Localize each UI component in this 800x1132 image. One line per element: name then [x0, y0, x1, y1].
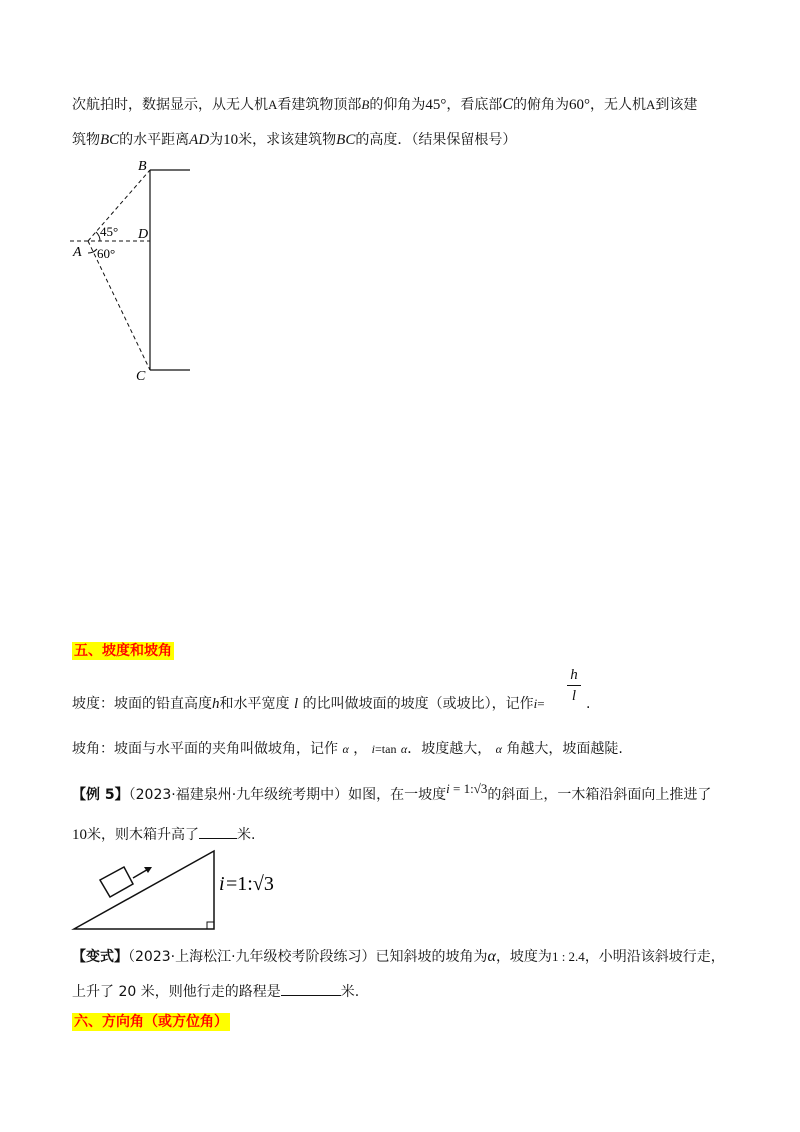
text-run: 和水平宽度 [219, 696, 290, 712]
angle-definition [72, 740, 623, 758]
ratio-i: i [446, 781, 450, 796]
text-run: 上升了 20 米，则他行走的路程是 [72, 984, 281, 1000]
text-run: 的比叫做坡面的坡度（或坡比），记作 [302, 696, 534, 712]
text-run: 米，求该建筑物 [238, 132, 337, 148]
text-run: 坡角：坡面与水平面的夹角叫做坡角，记作 [72, 741, 338, 757]
figure-ratio-value: =1:√3 [226, 873, 274, 895]
distance-value: 10 [72, 827, 87, 843]
point-b-label: B [361, 97, 370, 112]
point-c-label: C [502, 96, 514, 113]
section-5-heading [72, 640, 174, 660]
variant-line-2 [72, 983, 359, 1001]
figure-ratio-i: i [219, 873, 225, 895]
text-run: 的仰角为 [369, 97, 426, 113]
building-angle-figure [0, 0, 800, 400]
segment-bc: BC [100, 132, 120, 148]
section-6-title: 六、方向角（或方位角） [74, 1014, 228, 1030]
angle-45-value: 45° [425, 97, 447, 113]
section-6-heading [72, 1011, 230, 1031]
text-run: 角越大，坡面越陡. [506, 741, 623, 757]
tan-text: =tan [375, 742, 397, 756]
text-run: （2023·上海松江·九年级校考阶段练习）已知斜坡的坡角为 [128, 949, 488, 965]
text-run: 次航拍时，数据显示，从无人机 [72, 97, 268, 113]
text-run: 坡度：坡面的铅直高度 [72, 696, 212, 712]
text-run: （2023·福建泉州·九年级统考期中）如图，在一坡度 [128, 787, 447, 803]
segment-bc: BC [336, 132, 356, 148]
text-run: 为 [209, 132, 224, 148]
label-a: A [73, 245, 82, 260]
label-angle-60: 60° [97, 246, 116, 261]
symbol-h: h [212, 696, 220, 712]
text-run: 看建筑物顶部 [277, 97, 362, 113]
distance-value: 10 [223, 132, 239, 148]
slope-definition [72, 695, 545, 713]
angle-60-value: 60° [569, 97, 591, 113]
fraction-numerator: h [570, 667, 578, 683]
slope-definition-end [586, 695, 590, 713]
text-run: . [586, 696, 591, 712]
point-a-label: A [268, 97, 278, 112]
symbol-alpha: α [487, 948, 496, 965]
incline-triangle [74, 851, 214, 929]
text-run: ，坡度为 [495, 949, 552, 965]
box [100, 867, 133, 897]
label-b: B [138, 159, 147, 174]
section-5-title: 五、坡度和坡角 [74, 643, 172, 659]
equals-sign: = [537, 696, 545, 711]
text-run: ，看底部 [446, 97, 503, 113]
text-run: ，无人机 [590, 97, 647, 113]
incline-figure [0, 840, 320, 940]
text-run: 米. [237, 827, 256, 843]
label-angle-45: 45° [100, 224, 119, 239]
fraction-denominator: l [571, 688, 577, 704]
text-run: 的俯角为 [513, 97, 570, 113]
text-run: 的水平距离 [119, 132, 190, 148]
label-c: C [136, 369, 146, 384]
answer-blank[interactable] [199, 826, 237, 839]
symbol-l: l [293, 696, 299, 712]
symbol-i: i [533, 696, 538, 711]
text-run: 到该建 [655, 97, 698, 113]
answer-blank[interactable] [281, 983, 341, 996]
segment-ad: AD [189, 132, 210, 148]
symbol-alpha: α [495, 742, 502, 756]
fraction-bar [567, 685, 581, 686]
variant-line-1 [72, 948, 725, 966]
text-run: ，小明沿该斜坡行走， [584, 949, 725, 965]
symbol-alpha: α [342, 742, 349, 756]
label-d: D [138, 227, 149, 242]
slope-ratio: 1 : 2.4 [551, 949, 585, 964]
fraction-h-over-l [567, 666, 581, 705]
text-run: 的高度．（结果保留根号） [355, 132, 517, 148]
example-tag: 【例 5】 [72, 787, 129, 803]
variant-tag: 【变式】 [72, 949, 128, 965]
text-run: ， [353, 741, 368, 757]
text-run: 米. [340, 984, 360, 1000]
ratio-value: = 1:√3 [449, 781, 488, 796]
example-5-line-1 [72, 780, 711, 804]
point-a-label: A [646, 97, 656, 112]
text-run: 米，则木箱升高了 [87, 827, 199, 843]
text-run: 的斜面上，一木箱沿斜面向上推进了 [487, 787, 712, 803]
right-angle-mark [207, 922, 214, 929]
text-run: 筑物 [72, 132, 100, 148]
symbol-i: i [371, 742, 376, 756]
text-run: ．坡度越大， [407, 741, 492, 757]
symbol-alpha: α [400, 742, 408, 756]
